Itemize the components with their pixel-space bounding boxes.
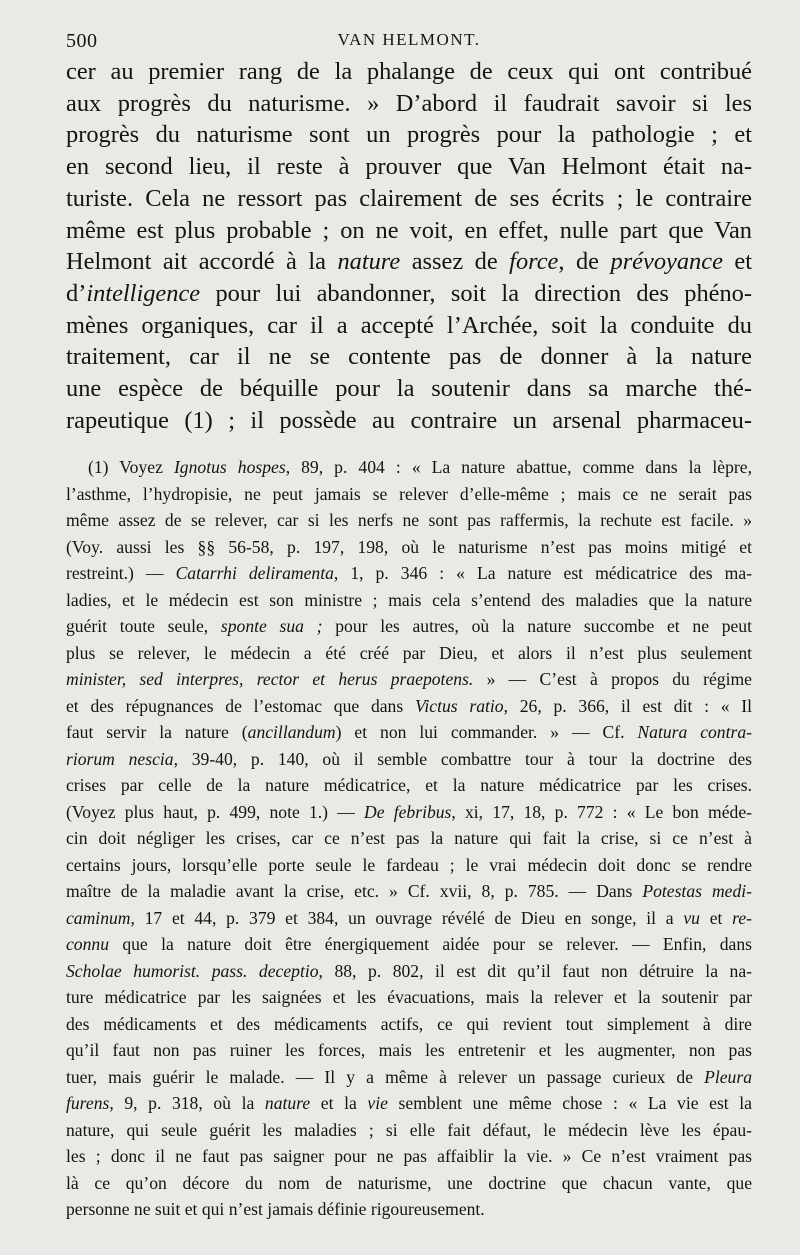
body-line: turiste. Cela ne ressort pas clairement de ses écrits ; le contraire — [66, 184, 752, 212]
footnote-line — [66, 799, 752, 826]
body-line: traitement, car il ne se contente pas de donner à la nature — [66, 343, 752, 371]
footnote — [66, 454, 752, 1223]
footnote-line — [66, 454, 752, 481]
text-run: Helmont ait accordé à la — [66, 248, 338, 276]
body-line: une espèce de béquille pour la soutenir dans sa marche thé- — [66, 375, 752, 403]
italic-term: intelligence — [86, 279, 201, 307]
main-text — [66, 56, 752, 436]
italic-term: nature — [337, 248, 401, 276]
italic-term: nature — [264, 1093, 311, 1114]
text-run: maître de la maladie avant la crise, etc. » Cf. xvii, 8, p. 785. — Dans — [66, 881, 643, 902]
footnote-line: personne ne suit et qui n’est jamais définie rigoureusement. — [66, 1199, 485, 1220]
italic-term: ancillandum — [247, 722, 336, 743]
text-run: (Voyez plus haut, p. 499, note 1.) — — [66, 801, 365, 822]
running-head — [66, 22, 752, 56]
body-line — [66, 278, 752, 310]
body-line: rapeutique (1) ; il possède au contraire un arsenal pharmaceu- — [66, 406, 752, 434]
footnote-line: plus se relever, le médecin a été créé par Dieu, et alors il n’est plus seulement — [66, 642, 752, 663]
text-run: , 88, p. 802, il est dit qu’il faut non détruire la na- — [318, 960, 752, 981]
text-run: , 39-40, p. 140, où il semble combattre tour à tour la doctrine des — [173, 748, 752, 769]
italic-term: vu — [683, 907, 700, 928]
footnote-line: (Voy. aussi les §§ 56-58, p. 197, 198, où le naturisme n’est pas moins mitigé et — [66, 536, 752, 557]
footnote-line: même assez de se relever, car si les nerfs ne sont pas raffermis, la rechute est facile. » — [66, 510, 752, 531]
text-run: d’ — [66, 279, 87, 307]
footnote-line: l’asthme, l’hydropisie, ne peut jamais se relever d’elle-même ; mais ce ne serait pas — [66, 483, 752, 504]
text-run: pour lui abandonner, soit la direction des phéno- — [200, 279, 752, 307]
italic-title: Natura contra- — [637, 722, 752, 743]
italic-title: riorum nescia — [66, 748, 174, 769]
text-run: , 17 et 44, p. 379 et 384, un ouvrage révélé de Dieu en songe, il a — [130, 907, 684, 928]
body-line: en second lieu, il reste à prouver que Van Helmont était na- — [66, 153, 752, 181]
text-run: , 1, p. 346 : « La nature est médicatrice des ma- — [333, 563, 753, 584]
footnote-line — [66, 666, 752, 693]
footnote-line — [66, 693, 752, 720]
text-run: restreint.) — — [66, 563, 176, 584]
italic-term: connu — [66, 934, 109, 955]
italic-term: force — [509, 248, 559, 276]
footnote-line: certains jours, lorsqu’elle porte seule le fardeau ; le vrai médecin doit donc se rendre — [66, 854, 752, 875]
text-run: semblent une même chose : « La vie est la — [387, 1093, 752, 1114]
text-run: ) et non lui commander. » — Cf. — [335, 722, 638, 743]
body-line: cer au premier rang de la phalange de ceux qui ont contribué — [66, 58, 752, 85]
footnote-line: ture médicatrice par les saignées et les évacuations, mais la relever et la soutenir par — [66, 987, 752, 1008]
italic-term: re- — [732, 907, 753, 928]
footnote-line — [66, 1064, 752, 1091]
italic-title: Catarrhi deliramenta — [175, 563, 334, 584]
italic-title: Pleura — [704, 1066, 752, 1087]
body-line — [66, 246, 752, 278]
text-run: guérit toute seule, — [66, 616, 221, 637]
italic-phrase: minister, sed interpres, rector et herus praepotens. — [66, 669, 474, 690]
text-run: , 89, p. 404 : « La nature abattue, comme dans la lèpre, — [285, 457, 752, 478]
text-run: et la — [310, 1093, 368, 1114]
footnote-line — [66, 746, 752, 773]
text-run: et des répugnances de l’estomac que dans — [66, 695, 415, 716]
footnote-line: des médicaments et des médicaments actifs, ce qui revient tout simplement à dire — [66, 1013, 752, 1034]
footnote-line — [66, 931, 752, 958]
footnote-line — [66, 878, 752, 905]
text-run: que la nature doit être énergiquement aidée pour se relever. — Enfin, dans — [109, 934, 752, 955]
text-run: et — [722, 248, 752, 276]
italic-term: vie — [367, 1093, 388, 1114]
body-line: même est plus probable ; on ne voit, en effet, nulle part que Van — [66, 216, 752, 244]
footnote-line: crises par celle de la nature médicatrice, et la nature médicatrice par les crises. — [66, 775, 752, 796]
page-number: 500 — [66, 30, 98, 52]
page-header-title: VAN HELMONT. — [337, 30, 481, 49]
italic-title: Potestas medi- — [642, 881, 752, 902]
text-run: , 9, p. 318, où la — [109, 1093, 265, 1114]
text-run: pour les autres, où la nature succombe et ne peut — [322, 616, 752, 637]
text-run: assez de — [400, 248, 510, 276]
footnote-line — [66, 905, 752, 932]
body-line: progrès du naturisme sont un progrès pour la pathologie ; et — [66, 121, 752, 149]
footnote-line: nature, qui seule guérit les maladies ; si elle fait défaut, le médecin lève les épau- — [66, 1119, 752, 1140]
italic-title: furens — [66, 1093, 110, 1114]
footnote-line — [66, 560, 752, 587]
footnote-line: cin doit négliger les crises, car ce n’est pas la nature qui fait la crise, si ce n’est à — [66, 828, 752, 849]
footnote-line: là ce qu’on décore du nom de naturisme, une doctrine que chacun vante, que — [66, 1172, 752, 1193]
text-run: (1) Voyez — [88, 457, 174, 478]
text-run: » — C’est à propos du régime — [473, 669, 752, 690]
text-run: , 26, p. 366, il est dit : « Il — [503, 695, 752, 716]
italic-phrase: sponte sua ; — [220, 616, 323, 637]
italic-title: Victus ratio — [414, 695, 504, 716]
body-line: aux progrès du naturisme. » D’abord il faudrait savoir si les — [66, 89, 752, 117]
footnote-line — [66, 719, 752, 746]
footnote-line — [66, 613, 752, 640]
text-run: , de — [558, 248, 611, 276]
text-run: et — [699, 907, 733, 928]
footnote-line: qu’il faut non pas ruiner les forces, mais les entretenir et les augmenter, non pas — [66, 1040, 752, 1061]
footnote-line: les ; donc il ne faut pas saigner pour ne pas affaiblir la vie. » Ce n’est vraiment pas — [66, 1146, 752, 1167]
text-run: , xi, 17, 18, p. 772 : « Le bon méde- — [451, 801, 752, 822]
italic-title: Ignotus hospes — [173, 457, 286, 478]
italic-title: De febribus — [364, 801, 452, 822]
body-line: mènes organiques, car il a accepté l’Archée, soit la conduite du — [66, 311, 752, 339]
footnote-line — [66, 958, 752, 985]
italic-title: caminum — [66, 907, 131, 928]
footnote-line — [66, 1090, 752, 1117]
italic-title: Scholae humorist. pass. deceptio — [66, 960, 319, 981]
text-run: faut servir la nature ( — [66, 722, 248, 743]
text-run: tuer, mais guérir le malade. — Il y a même à relever un passage curieux de — [66, 1066, 705, 1087]
italic-term: prévoyance — [610, 248, 723, 276]
footnote-line: ladies, et le médecin est son ministre ; mais cela s’entend des maladies que la nature — [66, 589, 752, 610]
